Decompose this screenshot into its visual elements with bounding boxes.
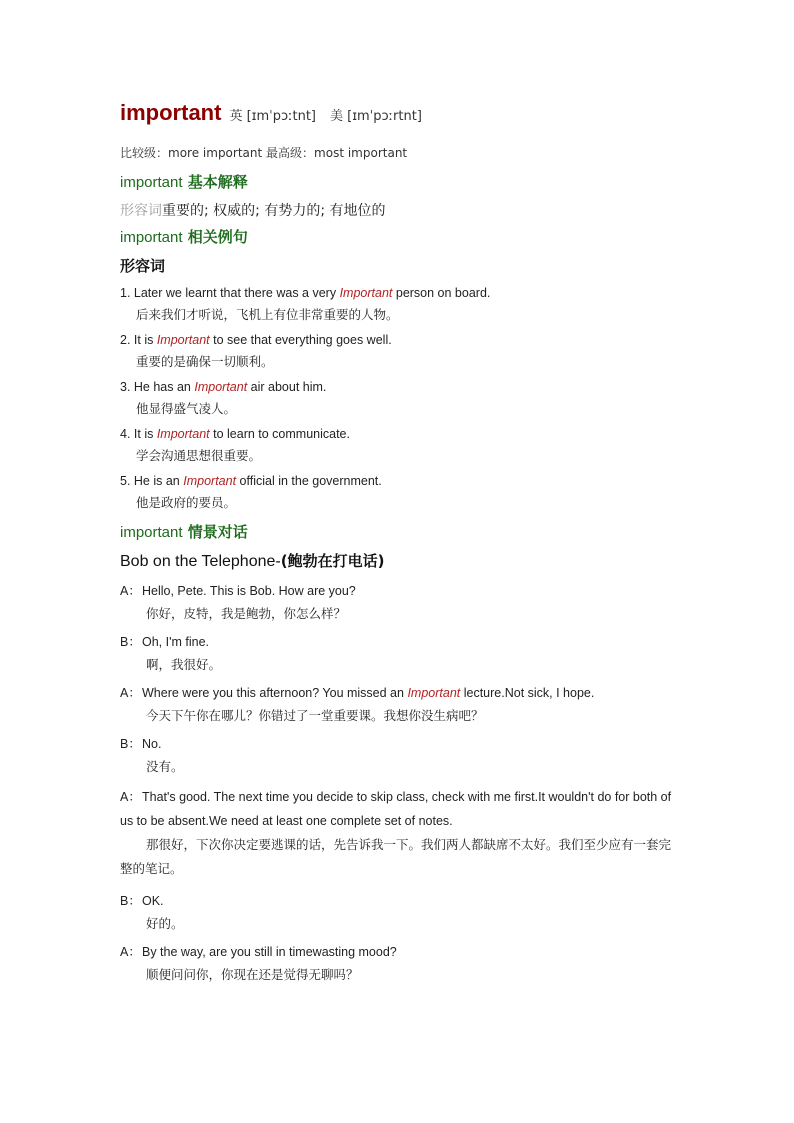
dialog-english — [120, 683, 680, 701]
dialog-title-en: Bob on the Telephone- — [120, 553, 281, 570]
keyword-highlight: Important — [339, 286, 393, 300]
keyword-highlight: Important — [156, 427, 210, 441]
section-word: important — [120, 229, 183, 246]
sentence-text: to see that everything goes well. — [209, 333, 392, 347]
section-label: 相关例句 — [187, 228, 248, 246]
definition-text: 重要的; 权威的; 有势力的; 有地位的 — [162, 203, 386, 219]
dialog-lines — [120, 581, 680, 983]
example-sentence — [120, 427, 680, 441]
dialog-translation: 顺便问问你，你现在还是觉得无聊吗？ — [146, 967, 359, 982]
example-translation: 他是政府的要员。 — [136, 495, 237, 510]
superlative-value: most important — [314, 146, 408, 160]
comparative-value: more important — [168, 146, 263, 160]
uk-pronunciation: 英 [ɪmˈpɔːtnt] — [229, 109, 317, 124]
dialog-text: No. — [142, 737, 162, 751]
headword: important — [120, 100, 222, 125]
example-sentence — [120, 380, 680, 394]
keyword-highlight: Important — [407, 686, 461, 700]
dialog-line — [120, 891, 680, 932]
dialog-line — [120, 734, 680, 775]
definition — [120, 200, 680, 220]
example-item — [120, 427, 680, 464]
section-word: important — [120, 524, 183, 541]
example-item — [120, 474, 680, 511]
dialog-english — [120, 734, 680, 752]
example-item — [120, 380, 680, 417]
dialog-translation: 好的。 — [146, 916, 184, 931]
dialog-english — [120, 785, 680, 833]
speaker-label: B： — [120, 737, 141, 751]
dictionary-entry — [120, 100, 680, 983]
us-pronunciation: 美 [ɪmˈpɔːrtnt] — [330, 109, 422, 124]
dialog-text: lecture.Not sick, I hope. — [460, 686, 595, 700]
headword-line — [120, 100, 680, 126]
sentence-text: air about him. — [247, 380, 327, 394]
sentence-text: to learn to communicate. — [209, 427, 350, 441]
example-number: 1. — [120, 286, 134, 300]
sentence-text: It is — [133, 333, 157, 347]
sentence-text: He has an — [133, 380, 195, 394]
speaker-label: B： — [120, 894, 141, 908]
dialog-translation: 今天下午你在哪儿？你错过了一堂重要课。我想你没生病吧？ — [146, 708, 484, 723]
speaker-label: A： — [120, 945, 141, 959]
speaker-label: A： — [120, 790, 141, 804]
dialog-text: By the way, are you still in timewasting mood? — [142, 945, 397, 959]
example-number: 5. — [120, 474, 134, 488]
dialog-line — [120, 632, 680, 673]
example-sentence — [120, 333, 680, 347]
examples-heading — [120, 226, 680, 247]
sentence-text: person on board. — [392, 286, 491, 300]
dialog-line — [120, 785, 680, 881]
comparative-label: 比较级： — [120, 146, 169, 160]
dialog-text: That's good. The next time you decide to skip class, check with me first.It wouldn't do for both of us to be absent.We need at least one complete set of notes. — [120, 790, 672, 828]
example-number: 2. — [120, 333, 134, 347]
example-number: 4. — [120, 427, 134, 441]
example-translation: 后来我们才听说，飞机上有位非常重要的人物。 — [136, 307, 399, 322]
example-number: 3. — [120, 380, 134, 394]
dialog-title — [120, 550, 680, 571]
dialog-english — [120, 581, 680, 599]
example-item — [120, 333, 680, 370]
sentence-text: It is — [133, 427, 157, 441]
dialog-english — [120, 632, 680, 650]
sentence-text: official in the government. — [236, 474, 382, 488]
keyword-highlight: Important — [156, 333, 210, 347]
sentence-text: He is an — [133, 474, 184, 488]
example-sentence — [120, 474, 680, 488]
basic-meaning-heading — [120, 171, 680, 192]
speaker-label: A： — [120, 686, 141, 700]
dialog-text: Hello, Pete. This is Bob. How are you? — [142, 584, 356, 598]
speaker-label: B： — [120, 635, 141, 649]
dialog-english — [120, 891, 680, 909]
dialog-translation: 啊，我很好。 — [146, 657, 222, 672]
dialog-title-zh: (鲍勃在打电话) — [280, 552, 385, 570]
dialog-text: Oh, I'm fine. — [142, 635, 209, 649]
keyword-highlight: Important — [183, 474, 237, 488]
superlative-label: 最高级： — [266, 146, 315, 160]
keyword-highlight: Important — [194, 380, 248, 394]
section-label: 情景对话 — [187, 523, 248, 541]
sentence-text: Later we learnt that there was a very — [133, 286, 340, 300]
dialog-translation: 那很好，下次你决定要逃课的话，先告诉我一下。我们两人都缺席不太好。我们至少应有一套完整的笔记。 — [120, 837, 672, 876]
section-label: 基本解释 — [187, 173, 248, 191]
examples-pos-heading: 形容词 — [120, 257, 166, 275]
dialog-english — [120, 942, 680, 960]
dialog-translation: 你好，皮特，我是鲍勃，你怎么样？ — [146, 606, 347, 621]
speaker-label: A： — [120, 584, 141, 598]
dialog-line — [120, 683, 680, 724]
part-of-speech: 形容词 — [120, 203, 162, 219]
dialog-line — [120, 581, 680, 622]
dialog-text: Where were you this afternoon? You missed an — [142, 686, 408, 700]
dialog-line — [120, 942, 680, 983]
comparison-forms — [120, 144, 680, 161]
example-translation: 他显得盛气凌人。 — [136, 401, 237, 416]
example-translation: 学会沟通思想很重要。 — [136, 448, 262, 463]
dialog-translation: 没有。 — [146, 759, 184, 774]
dialog-heading — [120, 521, 680, 542]
dialog-text: OK. — [142, 894, 164, 908]
example-list — [120, 286, 680, 511]
example-translation: 重要的是确保一切顺利。 — [136, 354, 274, 369]
example-sentence — [120, 286, 680, 300]
section-word: important — [120, 174, 183, 191]
example-item — [120, 286, 680, 323]
